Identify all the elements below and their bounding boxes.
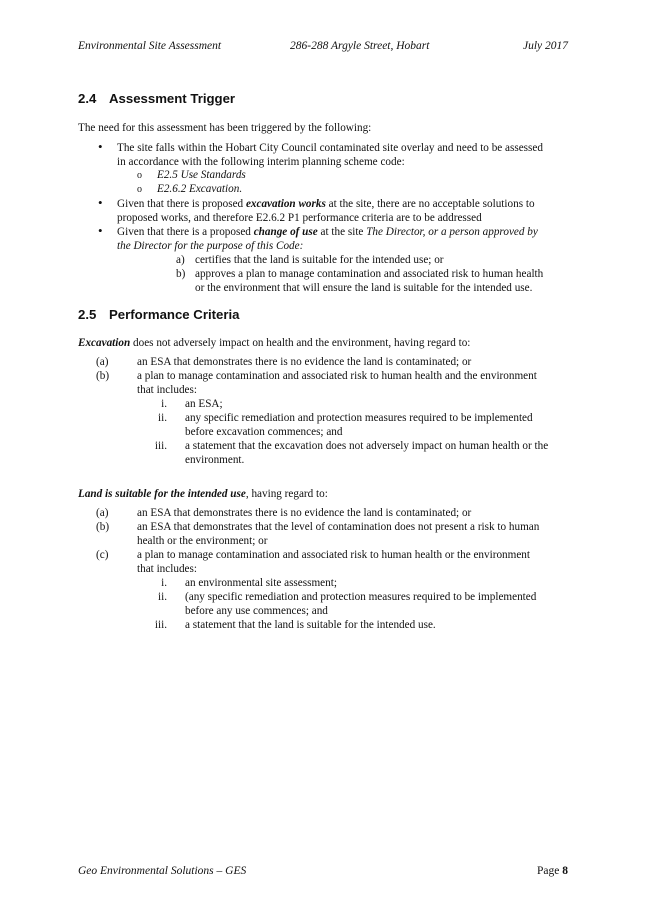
bullet-line: The site falls within the Hobart City Council contaminated site overlay and need to be assessed — [117, 142, 543, 154]
sub-list-item: before excavation commences; and — [185, 426, 343, 438]
bullet-icon: • — [98, 139, 103, 154]
text-run: , having regard to: — [245, 488, 328, 500]
list-label: (b) — [96, 521, 110, 533]
section-number: 2.4 — [78, 91, 97, 106]
sub-list-item: (any specific remediation and protection measures required to be implemented — [185, 591, 537, 603]
list-label: (a) — [96, 507, 109, 519]
section-heading-2-5 — [78, 308, 239, 322]
list-label: a) — [176, 254, 185, 266]
list-item: or the environment that will ensure the land is suitable for the intended use. — [195, 282, 533, 294]
list-item: certifies that the land is suitable for the intended use; or — [195, 254, 444, 266]
sub-bullet-item: E2.6.2 Excavation. — [157, 183, 243, 195]
sub-list-item: environment. — [185, 454, 245, 466]
list-item: that includes: — [137, 384, 197, 396]
footer-company: Geo Environmental Solutions – GES — [78, 865, 247, 877]
page-number-value: 8 — [562, 865, 568, 877]
header-date: July 2017 — [522, 40, 568, 52]
page-header — [78, 39, 568, 55]
text-run: Given that there is a proposed — [117, 226, 254, 238]
sub-list-item: any specific remediation and protection measures required to be implemented — [185, 412, 533, 424]
section-title: Performance Criteria — [109, 307, 240, 322]
bullet-line: proposed works, and therefore E2.6.2 P1 performance criteria are to be addressed — [117, 212, 482, 224]
roman-label: ii. — [157, 412, 167, 424]
roman-label: i. — [161, 577, 167, 589]
list-item: an ESA that demonstrates there is no evidence the land is contaminated; or — [137, 507, 472, 519]
list-item: an ESA that demonstrates that the level of contamination does not present a risk to human — [137, 521, 540, 533]
list-item: approves a plan to manage contamination and associated risk to human health — [195, 268, 544, 280]
sub-list-item: before any use commences; and — [185, 605, 328, 617]
text-run: at the site — [317, 226, 367, 238]
bullet-line: in accordance with the following interim planning scheme code: — [117, 156, 405, 168]
roman-label: iii. — [154, 440, 167, 452]
header-site-address: 286-288 Argyle Street, Hobart — [290, 40, 430, 52]
sub-list-item: an environmental site assessment; — [185, 577, 337, 589]
sub-list-item: a statement that the excavation does not adversely impact on human health or the — [185, 440, 549, 452]
list-item: an ESA that demonstrates there is no evidence the land is contaminated; or — [137, 356, 472, 368]
criteria-intro-excavation — [78, 336, 570, 350]
section-title: Assessment Trigger — [109, 91, 236, 106]
list-item: a plan to manage contamination and associated risk to human health and the environment — [137, 370, 537, 382]
text-run: does not adversely impact on health and the environment, having regard to: — [130, 337, 471, 349]
text-run: at the site, there are no acceptable solutions to — [325, 198, 535, 210]
list-label: (a) — [96, 356, 109, 368]
list-item: that includes: — [137, 563, 197, 575]
sub-list-item: an ESA; — [185, 398, 223, 410]
emphasis-text: excavation works — [245, 198, 326, 210]
bullet-line — [117, 225, 569, 239]
list-label: b) — [176, 268, 186, 280]
page-number — [537, 864, 568, 878]
sub-bullet-item: E2.5 Use Standards — [157, 169, 246, 181]
roman-label: ii. — [157, 591, 167, 603]
emphasis-text: Excavation — [78, 337, 131, 349]
page-label: Page — [537, 865, 563, 877]
emphasis-text: Land is suitable for the intended use — [78, 488, 246, 500]
roman-label: i. — [161, 398, 167, 410]
circle-bullet-icon: o — [137, 184, 142, 195]
list-item: a plan to manage contamination and associated risk to human health or the environment — [137, 549, 530, 561]
bullet-icon: • — [98, 223, 103, 238]
italic-text: The Director, or a person approved by — [366, 226, 538, 238]
list-label: (b) — [96, 370, 110, 382]
header-document-title: Environmental Site Assessment — [78, 40, 222, 52]
bullet-icon: • — [98, 195, 103, 210]
roman-label: iii. — [154, 619, 167, 631]
section-heading-2-4 — [78, 92, 235, 106]
section-intro: The need for this assessment has been triggered by the following: — [78, 122, 372, 134]
sub-list-item: a statement that the land is suitable for the intended use. — [185, 619, 436, 631]
page-footer — [78, 864, 568, 880]
bullet-line — [117, 197, 569, 211]
list-label: (c) — [96, 549, 109, 561]
criteria-intro-land-use — [78, 487, 570, 501]
section-number: 2.5 — [78, 307, 97, 322]
list-item: health or the environment; or — [137, 535, 268, 547]
bullet-line: the Director for the purpose of this Code: — [117, 240, 304, 252]
circle-bullet-icon: o — [137, 170, 142, 181]
emphasis-text: change of use — [253, 226, 318, 238]
text-run: Given that there is proposed — [117, 198, 246, 210]
